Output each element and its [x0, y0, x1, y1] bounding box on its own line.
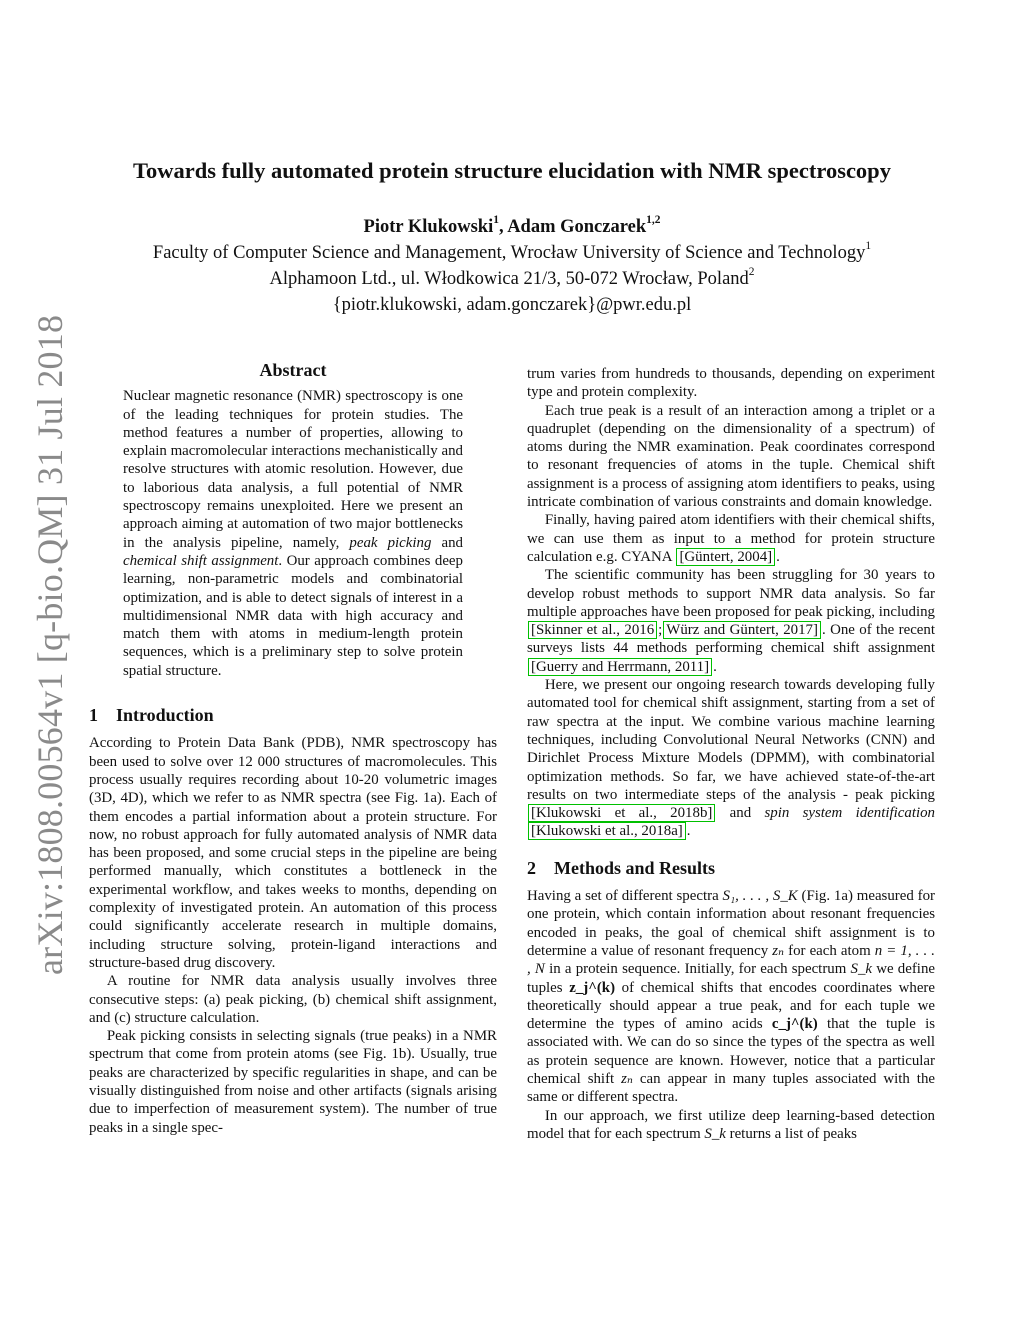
intro-paragraph-3: Peak picking consists in selecting signals (true peaks) in a NMR spectrum that come from protein atoms (see Fig. 1b). Usually, true peaks are characterized by specific regularities in shape, and can be visually distinguished from noise and other artifacts (signals arising due to imperfection of measurement system). The number of true peaks in a single spec- — [89, 1028, 497, 1136]
intro-paragraph-2: A routine for NMR data analysis usually involves three consecutive steps: (a) peak picking, (b) chemical shift assignment, and (c) structure calculation. — [89, 973, 497, 1026]
affiliation-2-text: Alphamoon Ltd., ul. Włodkowica 21/3, 50-072 Wrocław, Poland — [269, 269, 749, 289]
section-1-title: Introduction — [116, 705, 214, 726]
section-1-heading — [89, 706, 497, 724]
p7-sep: ; — [658, 622, 663, 639]
affiliation-1 — [60, 240, 964, 266]
math-sk: S_k — [850, 961, 873, 978]
abstract-paragraph — [123, 387, 463, 680]
p8-em-spin-system: spin system identification — [764, 805, 936, 822]
intro-paragraph-8 — [527, 676, 935, 841]
citation-skinner-2016[interactable]: [Skinner et al., 2016 — [528, 621, 657, 639]
m1-c: for each atom — [784, 942, 875, 959]
intro-paragraph-5: Each true peak is a result of an interaction among a triplet or a quadruplet (depending on the dimensionality of a spectrum) of atoms during the NMR examination. Peak coordinates correspond to resonant frequencies of atoms in the tuple. Chemical shift assignment is a process of assigning atom identifiers to peaks, using intricate combination of various constraints and domain knowledge. — [527, 402, 935, 511]
citation-klukowski-2018b[interactable]: [Klukowski et al., 2018b] — [528, 804, 715, 822]
section-1-number: 1 — [89, 705, 98, 726]
author-1: Piotr Klukowski — [363, 217, 494, 237]
author-1-affil: 1 — [493, 213, 499, 226]
citation-wurz-2017[interactable]: Würz and Güntert, 2017] — [663, 621, 821, 639]
m1-g: that the tuple is associated with. We can do so since the types of the spectra as well as protein sequence are known. However, notice that a particular chemical shift — [527, 1016, 935, 1087]
affiliation-1-sup: 1 — [865, 239, 872, 252]
methods-paragraph-2 — [527, 1107, 935, 1144]
section-2-number: 2 — [527, 857, 536, 878]
abstract-em-chemical-shift: chemical shift assignment — [123, 552, 279, 569]
m1-f: of chemical shifts that encodes coordinates where theoretically should appear a true peak, and for each tuple we determine the types of amino acids — [527, 979, 935, 1033]
paper-title: Towards fully automated protein structure elucidation with NMR spectroscopy — [133, 158, 891, 183]
abstract-em-peak-picking: peak picking — [349, 534, 432, 551]
math-zn: zₙ — [772, 942, 785, 959]
abstract-and: and — [431, 534, 463, 551]
m1-b: (Fig. 1a) measured for one protein, which contain information about resonant frequencies encoded in peaks, the goal of chemical shift assignment is to determine a value of resonant frequency — [527, 888, 936, 959]
left-column — [89, 355, 497, 1137]
citation-guntert-2004[interactable]: [Güntert, 2004] — [676, 548, 775, 566]
m2-b: returns a list of peaks — [725, 1125, 857, 1142]
p8-end: . — [686, 823, 691, 840]
m1-d: in a protein sequence. Initially, for each spectrum — [544, 961, 851, 978]
math-n-range: n = 1, . . . , N — [527, 942, 935, 978]
affiliation-2-sup: 2 — [748, 265, 755, 278]
affiliation-2 — [60, 266, 964, 292]
p8-text-a: Here, we present our ongoing research towards developing fully automated tool for chemical shift assignment, starting from a set of raw spectra at the input. We combine various machine learning techniques, including Convolutional Neural Networks (CNN) and Dirichlet Process Mixture Models (DPMM), with combinatorial optimization methods. So far, we have achieved state-of-the-art results on two intermediate steps of the analysis - peak picking — [527, 677, 935, 803]
m1-e: we define tuples — [527, 961, 935, 996]
abstract-heading: Abstract — [259, 360, 327, 380]
methods-paragraph-1 — [527, 887, 935, 1107]
section-2-title: Methods and Results — [554, 857, 716, 878]
citation-guerry-2011[interactable]: [Guerry and Herrmann, 2011] — [528, 658, 712, 676]
citation-klukowski-2018a[interactable]: [Klukowski et al., 2018a] — [528, 822, 686, 840]
intro-paragraph-4: trum varies from hundreds to thousands, depending on experiment type and protein complexity. — [527, 366, 935, 401]
math-zn-2: zₙ — [621, 1070, 633, 1087]
affiliation-1-text: Faculty of Computer Science and Management, Wrocław University of Science and Technology — [152, 243, 866, 263]
section-2-heading — [527, 859, 935, 877]
author-2-affil: 1,2 — [646, 213, 661, 226]
author-emails: {piotr.klukowski, adam.gonczarek}@pwr.edu.pl — [332, 295, 692, 315]
abstract-text-2: . Our approach combines deep learning, non-parametric models and combinatorial optimization, and is able to detect signals of interest in a multidimensional NMR data with high accuracy and match them with atoms in medium-length protein sequences, which is a preliminary step to solve protein spatial structure. — [123, 552, 463, 679]
p6-text: Finally, having paired atom identifiers with their chemical shifts, we can use them as input to a method for protein structure calculation e.g. CYANA — [527, 512, 935, 565]
math-sk-2: S_k — [704, 1125, 726, 1142]
m1-h: can appear in many tuples associated with the same or different spectra. — [527, 1070, 935, 1106]
abstract-body — [123, 387, 463, 680]
p7-end: . — [713, 658, 717, 675]
p7-text-a: The scientific community has been struggling for 30 years to develop robust methods to support NMR data analysis. So far multiple approaches have been proposed for peak picking, including — [527, 567, 935, 620]
abstract-text-1: Nuclear magnetic resonance (NMR) spectroscopy is one of the leading techniques for protein studies. The method features a number of properties, allowing to explain macromolecular interactions mechanistically and resolve structures with atomic resolution. However, due to laborious data analysis, a full potential of NMR spectroscopy remains unexploited. Here we present an approach aiming at automation of two major bottlenecks in the analysis pipeline, namely, — [123, 388, 463, 551]
arxiv-identifier: arXiv:1808.00564v1 [q-bio.QM] 31 Jul 2018 — [30, 314, 70, 975]
p7-text-b: . One of the recent surveys lists 44 methods performing chemical shift assignment — [527, 622, 935, 657]
math-zjk: z_j^(k) — [569, 979, 616, 996]
math-spectra-set: S₁, . . . , S_K — [722, 888, 798, 905]
author-names — [60, 214, 964, 240]
author-2: , Adam Gonczarek — [498, 217, 647, 237]
intro-paragraph-1: According to Protein Data Bank (PDB), NMR spectroscopy has been used to solve over 12 000 structures of macromolecules. This process usually requires recording about 10-20 volumetric images (3D, 4D), which we refer to as NMR spectra (see Fig. 1a). Each of them encodes a partial information about a protein structure. For now, no robust approach for fully automated analysis of NMR data has been proposed, and some crucial steps in the pipeline are being performed manually, which constitutes a bottleneck in the experimental workflow, and takes weeks to months, depending on complexity of investigated protein. An automation of this process could significantly accelerate research in multiple domains, including structure solving, protein-ligand interactions and structure-based drug discovery. — [89, 735, 497, 971]
right-column — [527, 365, 935, 1143]
p8-and: and — [716, 805, 765, 822]
intro-paragraph-7 — [527, 566, 935, 676]
m2-a: In our approach, we first utilize deep learning-based detection model that for each spectrum — [527, 1107, 935, 1142]
m1-a: Having a set of different spectra — [527, 888, 723, 905]
author-block — [60, 214, 964, 318]
intro-paragraph-6 — [527, 511, 935, 566]
math-cjk: c_j^(k) — [771, 1016, 818, 1033]
p6-end: . — [776, 548, 780, 565]
